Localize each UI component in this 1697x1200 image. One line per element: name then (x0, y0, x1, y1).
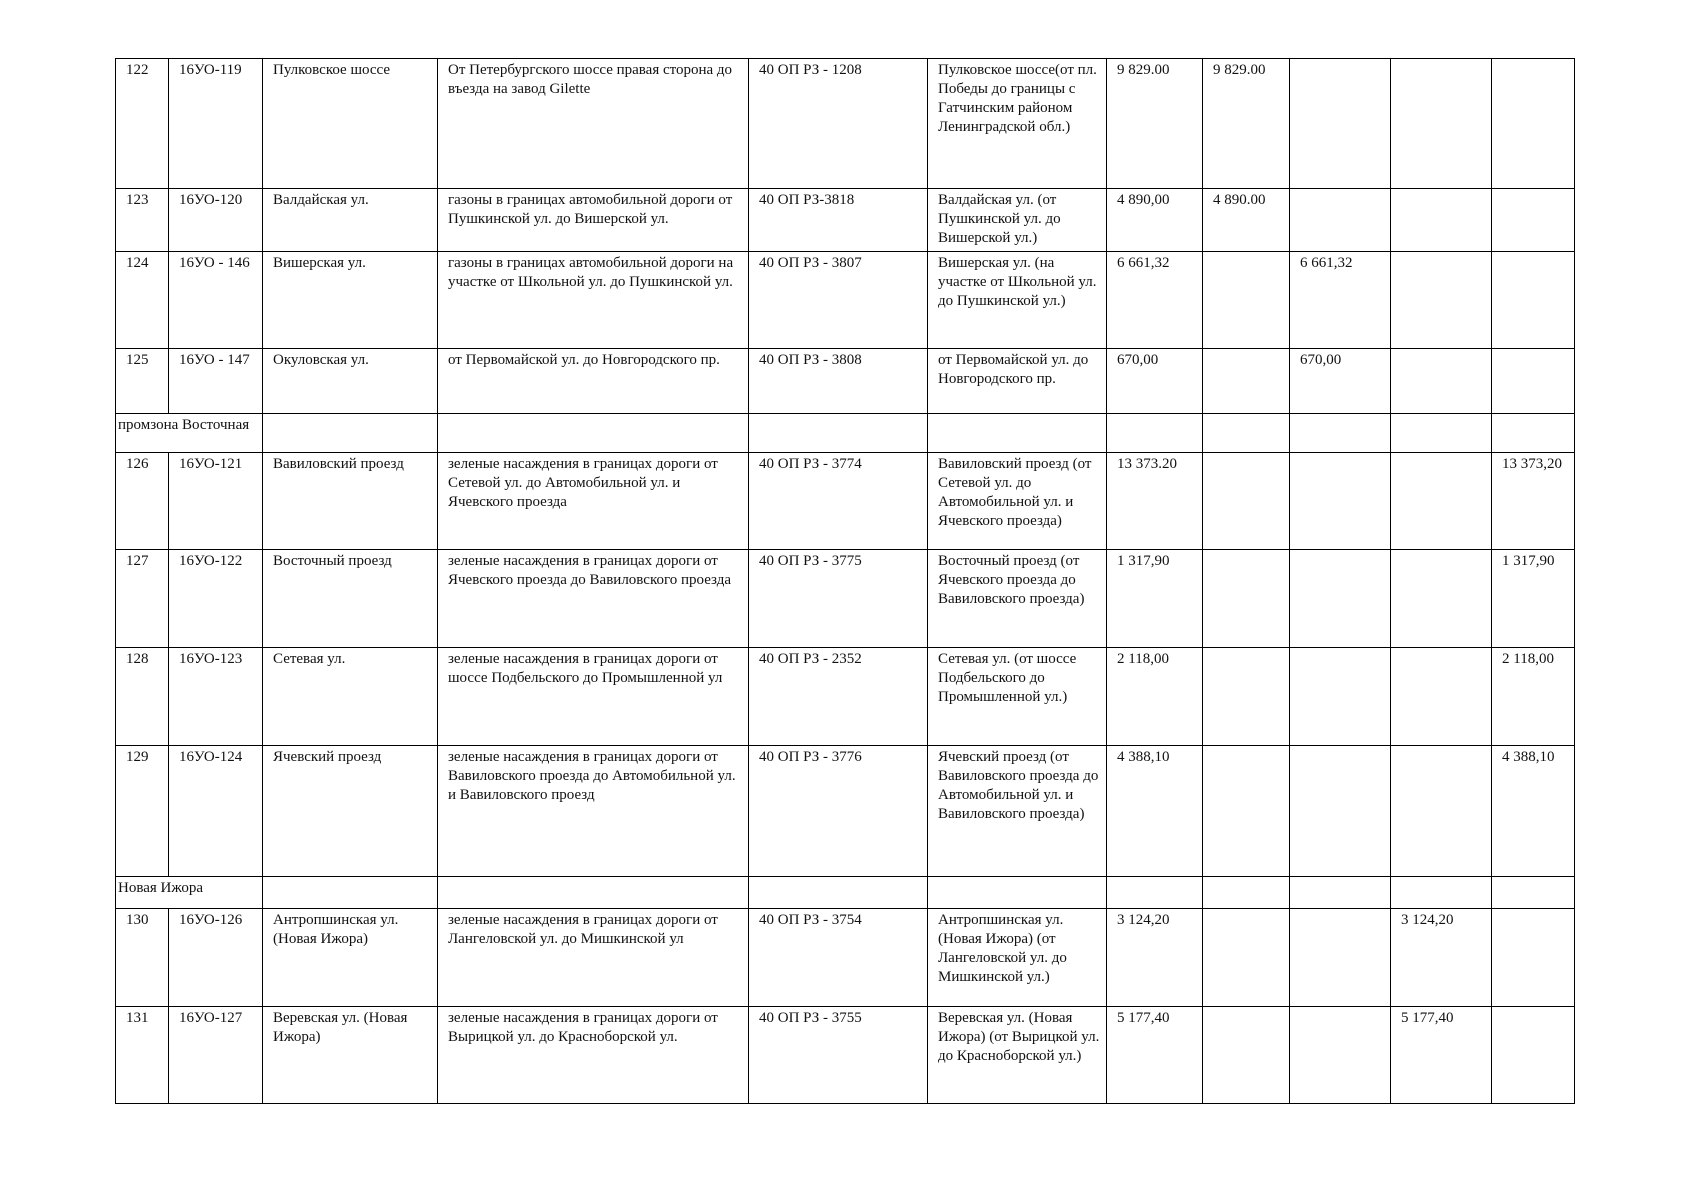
value-cell-4: 13 373,20 (1492, 453, 1575, 550)
row-number-cell: 127 (116, 550, 169, 648)
value-cell-4 (1492, 189, 1575, 252)
empty-cell (438, 877, 749, 909)
table-row (116, 909, 1575, 1007)
road-description-cell: Валдайская ул. (от Пушкинской ул. до Вишерской ул.) (928, 189, 1107, 252)
area-cell: 670,00 (1107, 349, 1203, 414)
row-number-cell: 122 (116, 59, 169, 189)
table-row (116, 252, 1575, 349)
value-cell-2: 6 661,32 (1290, 252, 1391, 349)
area-cell: 9 829.00 (1107, 59, 1203, 189)
empty-cell (1203, 877, 1290, 909)
empty-cell (1391, 414, 1492, 453)
value-cell-3: 3 124,20 (1391, 909, 1492, 1007)
object-code-cell: 16УО - 147 (169, 349, 263, 414)
table-row (116, 59, 1575, 189)
road-id-cell: 40 ОП РЗ - 3776 (749, 746, 928, 877)
area-cell: 5 177,40 (1107, 1007, 1203, 1104)
value-cell-4: 1 317,90 (1492, 550, 1575, 648)
table-row (116, 453, 1575, 550)
row-number-cell: 130 (116, 909, 169, 1007)
value-cell-2 (1290, 746, 1391, 877)
value-cell-3 (1391, 59, 1492, 189)
object-name-cell: Вишерская ул. (263, 252, 438, 349)
value-cell-1: 9 829.00 (1203, 59, 1290, 189)
table-row (116, 648, 1575, 746)
value-cell-2 (1290, 1007, 1391, 1104)
road-id-cell: 40 ОП РЗ - 3808 (749, 349, 928, 414)
object-name-cell: Вавиловский проезд (263, 453, 438, 550)
section-title: промзона Восточная (116, 414, 263, 453)
road-description-cell: Пулковское шоссе(от пл. Победы до границы с Гатчинским районом Ленинградской обл.) (928, 59, 1107, 189)
road-id-cell: 40 ОП РЗ - 3807 (749, 252, 928, 349)
value-cell-4 (1492, 349, 1575, 414)
road-description-cell: Антропшинская ул. (Новая Ижора) (от Лангеловской ул. до Мишкинской ул.) (928, 909, 1107, 1007)
object-code-cell: 16УО-123 (169, 648, 263, 746)
object-code-cell: 16УО - 146 (169, 252, 263, 349)
road-description-cell: Вишерская ул. (на участке от Школьной ул. до Пушкинской ул.) (928, 252, 1107, 349)
value-cell-1: 4 890.00 (1203, 189, 1290, 252)
empty-cell (749, 877, 928, 909)
road-id-cell: 40 ОП РЗ-3818 (749, 189, 928, 252)
row-number-cell: 128 (116, 648, 169, 746)
road-description-cell: Восточный проезд (от Ячевского проезда до Вавиловского проезда) (928, 550, 1107, 648)
empty-cell (1290, 414, 1391, 453)
value-cell-3 (1391, 453, 1492, 550)
object-description-cell: зеленые насаждения в границах дороги от Ячевского проезда до Вавиловского проезда (438, 550, 749, 648)
value-cell-1 (1203, 453, 1290, 550)
object-code-cell: 16УО-119 (169, 59, 263, 189)
object-description-cell: зеленые насаждения в границах дороги от Вырицкой ул. до Красноборской ул. (438, 1007, 749, 1104)
value-cell-2 (1290, 909, 1391, 1007)
road-description-cell: Вавиловский проезд (от Сетевой ул. до Автомобильной ул. и Ячевского проезда) (928, 453, 1107, 550)
value-cell-4 (1492, 252, 1575, 349)
empty-cell (1492, 877, 1575, 909)
value-cell-3: 5 177,40 (1391, 1007, 1492, 1104)
object-code-cell: 16УО-121 (169, 453, 263, 550)
object-name-cell: Пулковское шоссе (263, 59, 438, 189)
empty-cell (928, 877, 1107, 909)
object-description-cell: зеленые насаждения в границах дороги от Лангеловской ул. до Мишкинской ул (438, 909, 749, 1007)
table-row (116, 189, 1575, 252)
road-id-cell: 40 ОП РЗ - 3775 (749, 550, 928, 648)
table-row (116, 349, 1575, 414)
value-cell-2 (1290, 550, 1391, 648)
area-cell: 6 661,32 (1107, 252, 1203, 349)
value-cell-1 (1203, 1007, 1290, 1104)
object-name-cell: Веревская ул. (Новая Ижора) (263, 1007, 438, 1104)
row-number-cell: 124 (116, 252, 169, 349)
road-id-cell: 40 ОП РЗ - 3774 (749, 453, 928, 550)
section-row (116, 877, 1575, 909)
object-description-cell: зеленые насаждения в границах дороги от Сетевой ул. до Автомобильной ул. и Ячевского проезда (438, 453, 749, 550)
object-name-cell: Ячевский проезд (263, 746, 438, 877)
row-number-cell: 126 (116, 453, 169, 550)
road-id-cell: 40 ОП РЗ - 3755 (749, 1007, 928, 1104)
object-code-cell: 16УО-126 (169, 909, 263, 1007)
value-cell-3 (1391, 648, 1492, 746)
area-cell: 1 317,90 (1107, 550, 1203, 648)
value-cell-3 (1391, 746, 1492, 877)
value-cell-4: 2 118,00 (1492, 648, 1575, 746)
object-name-cell: Сетевая ул. (263, 648, 438, 746)
value-cell-4 (1492, 1007, 1575, 1104)
object-code-cell: 16УО-127 (169, 1007, 263, 1104)
object-code-cell: 16УО-122 (169, 550, 263, 648)
area-cell: 4 388,10 (1107, 746, 1203, 877)
area-cell: 13 373.20 (1107, 453, 1203, 550)
table-row (116, 1007, 1575, 1104)
object-name-cell: Антропшинская ул. (Новая Ижора) (263, 909, 438, 1007)
value-cell-2 (1290, 648, 1391, 746)
row-number-cell: 123 (116, 189, 169, 252)
value-cell-4 (1492, 59, 1575, 189)
object-code-cell: 16УО-120 (169, 189, 263, 252)
object-description-cell: газоны в границах автомобильной дороги от Пушкинской ул. до Вишерской ул. (438, 189, 749, 252)
value-cell-1 (1203, 648, 1290, 746)
value-cell-1 (1203, 746, 1290, 877)
value-cell-3 (1391, 189, 1492, 252)
road-id-cell: 40 ОП РЗ - 3754 (749, 909, 928, 1007)
object-code-cell: 16УО-124 (169, 746, 263, 877)
object-description-cell: зеленые насаждения в границах дороги от Вавиловского проезда до Автомобильной ул. и Вавиловского проезд (438, 746, 749, 877)
object-description-cell: зеленые насаждения в границах дороги от шоссе Подбельского до Промышленной ул (438, 648, 749, 746)
value-cell-2 (1290, 189, 1391, 252)
object-name-cell: Восточный проезд (263, 550, 438, 648)
object-description-cell: От Петербургского шоссе правая сторона до въезда на завод Gilette (438, 59, 749, 189)
row-number-cell: 131 (116, 1007, 169, 1104)
table-row (116, 550, 1575, 648)
row-number-cell: 129 (116, 746, 169, 877)
area-cell: 3 124,20 (1107, 909, 1203, 1007)
value-cell-1 (1203, 349, 1290, 414)
row-number-cell: 125 (116, 349, 169, 414)
empty-cell (1107, 877, 1203, 909)
value-cell-3 (1391, 349, 1492, 414)
empty-cell (928, 414, 1107, 453)
empty-cell (1107, 414, 1203, 453)
road-id-cell: 40 ОП РЗ - 1208 (749, 59, 928, 189)
value-cell-4 (1492, 909, 1575, 1007)
section-title: Новая Ижора (116, 877, 263, 909)
road-description-cell: Веревская ул. (Новая Ижора) (от Вырицкой ул. до Красноборской ул.) (928, 1007, 1107, 1104)
road-description-cell: от Первомайской ул. до Новгородского пр. (928, 349, 1107, 414)
value-cell-2 (1290, 453, 1391, 550)
object-description-cell: от Первомайской ул. до Новгородского пр. (438, 349, 749, 414)
area-cell: 4 890,00 (1107, 189, 1203, 252)
value-cell-3 (1391, 252, 1492, 349)
empty-cell (438, 414, 749, 453)
value-cell-3 (1391, 550, 1492, 648)
area-cell: 2 118,00 (1107, 648, 1203, 746)
road-id-cell: 40 ОП РЗ - 2352 (749, 648, 928, 746)
value-cell-1 (1203, 252, 1290, 349)
value-cell-1 (1203, 909, 1290, 1007)
empty-cell (1391, 877, 1492, 909)
table-row (116, 746, 1575, 877)
empty-cell (263, 877, 438, 909)
empty-cell (749, 414, 928, 453)
value-cell-2: 670,00 (1290, 349, 1391, 414)
value-cell-1 (1203, 550, 1290, 648)
value-cell-4: 4 388,10 (1492, 746, 1575, 877)
empty-cell (1492, 414, 1575, 453)
value-cell-2 (1290, 59, 1391, 189)
section-row (116, 414, 1575, 453)
empty-cell (263, 414, 438, 453)
empty-cell (1203, 414, 1290, 453)
green-areas-table (115, 58, 1575, 1104)
empty-cell (1290, 877, 1391, 909)
object-name-cell: Окуловская ул. (263, 349, 438, 414)
road-description-cell: Ячевский проезд (от Вавиловского проезда до Автомобильной ул. и Вавиловского проезда) (928, 746, 1107, 877)
road-description-cell: Сетевая ул. (от шоссе Подбельского до Промышленной ул.) (928, 648, 1107, 746)
object-description-cell: газоны в границах автомобильной дороги на участке от Школьной ул. до Пушкинской ул. (438, 252, 749, 349)
object-name-cell: Валдайская ул. (263, 189, 438, 252)
